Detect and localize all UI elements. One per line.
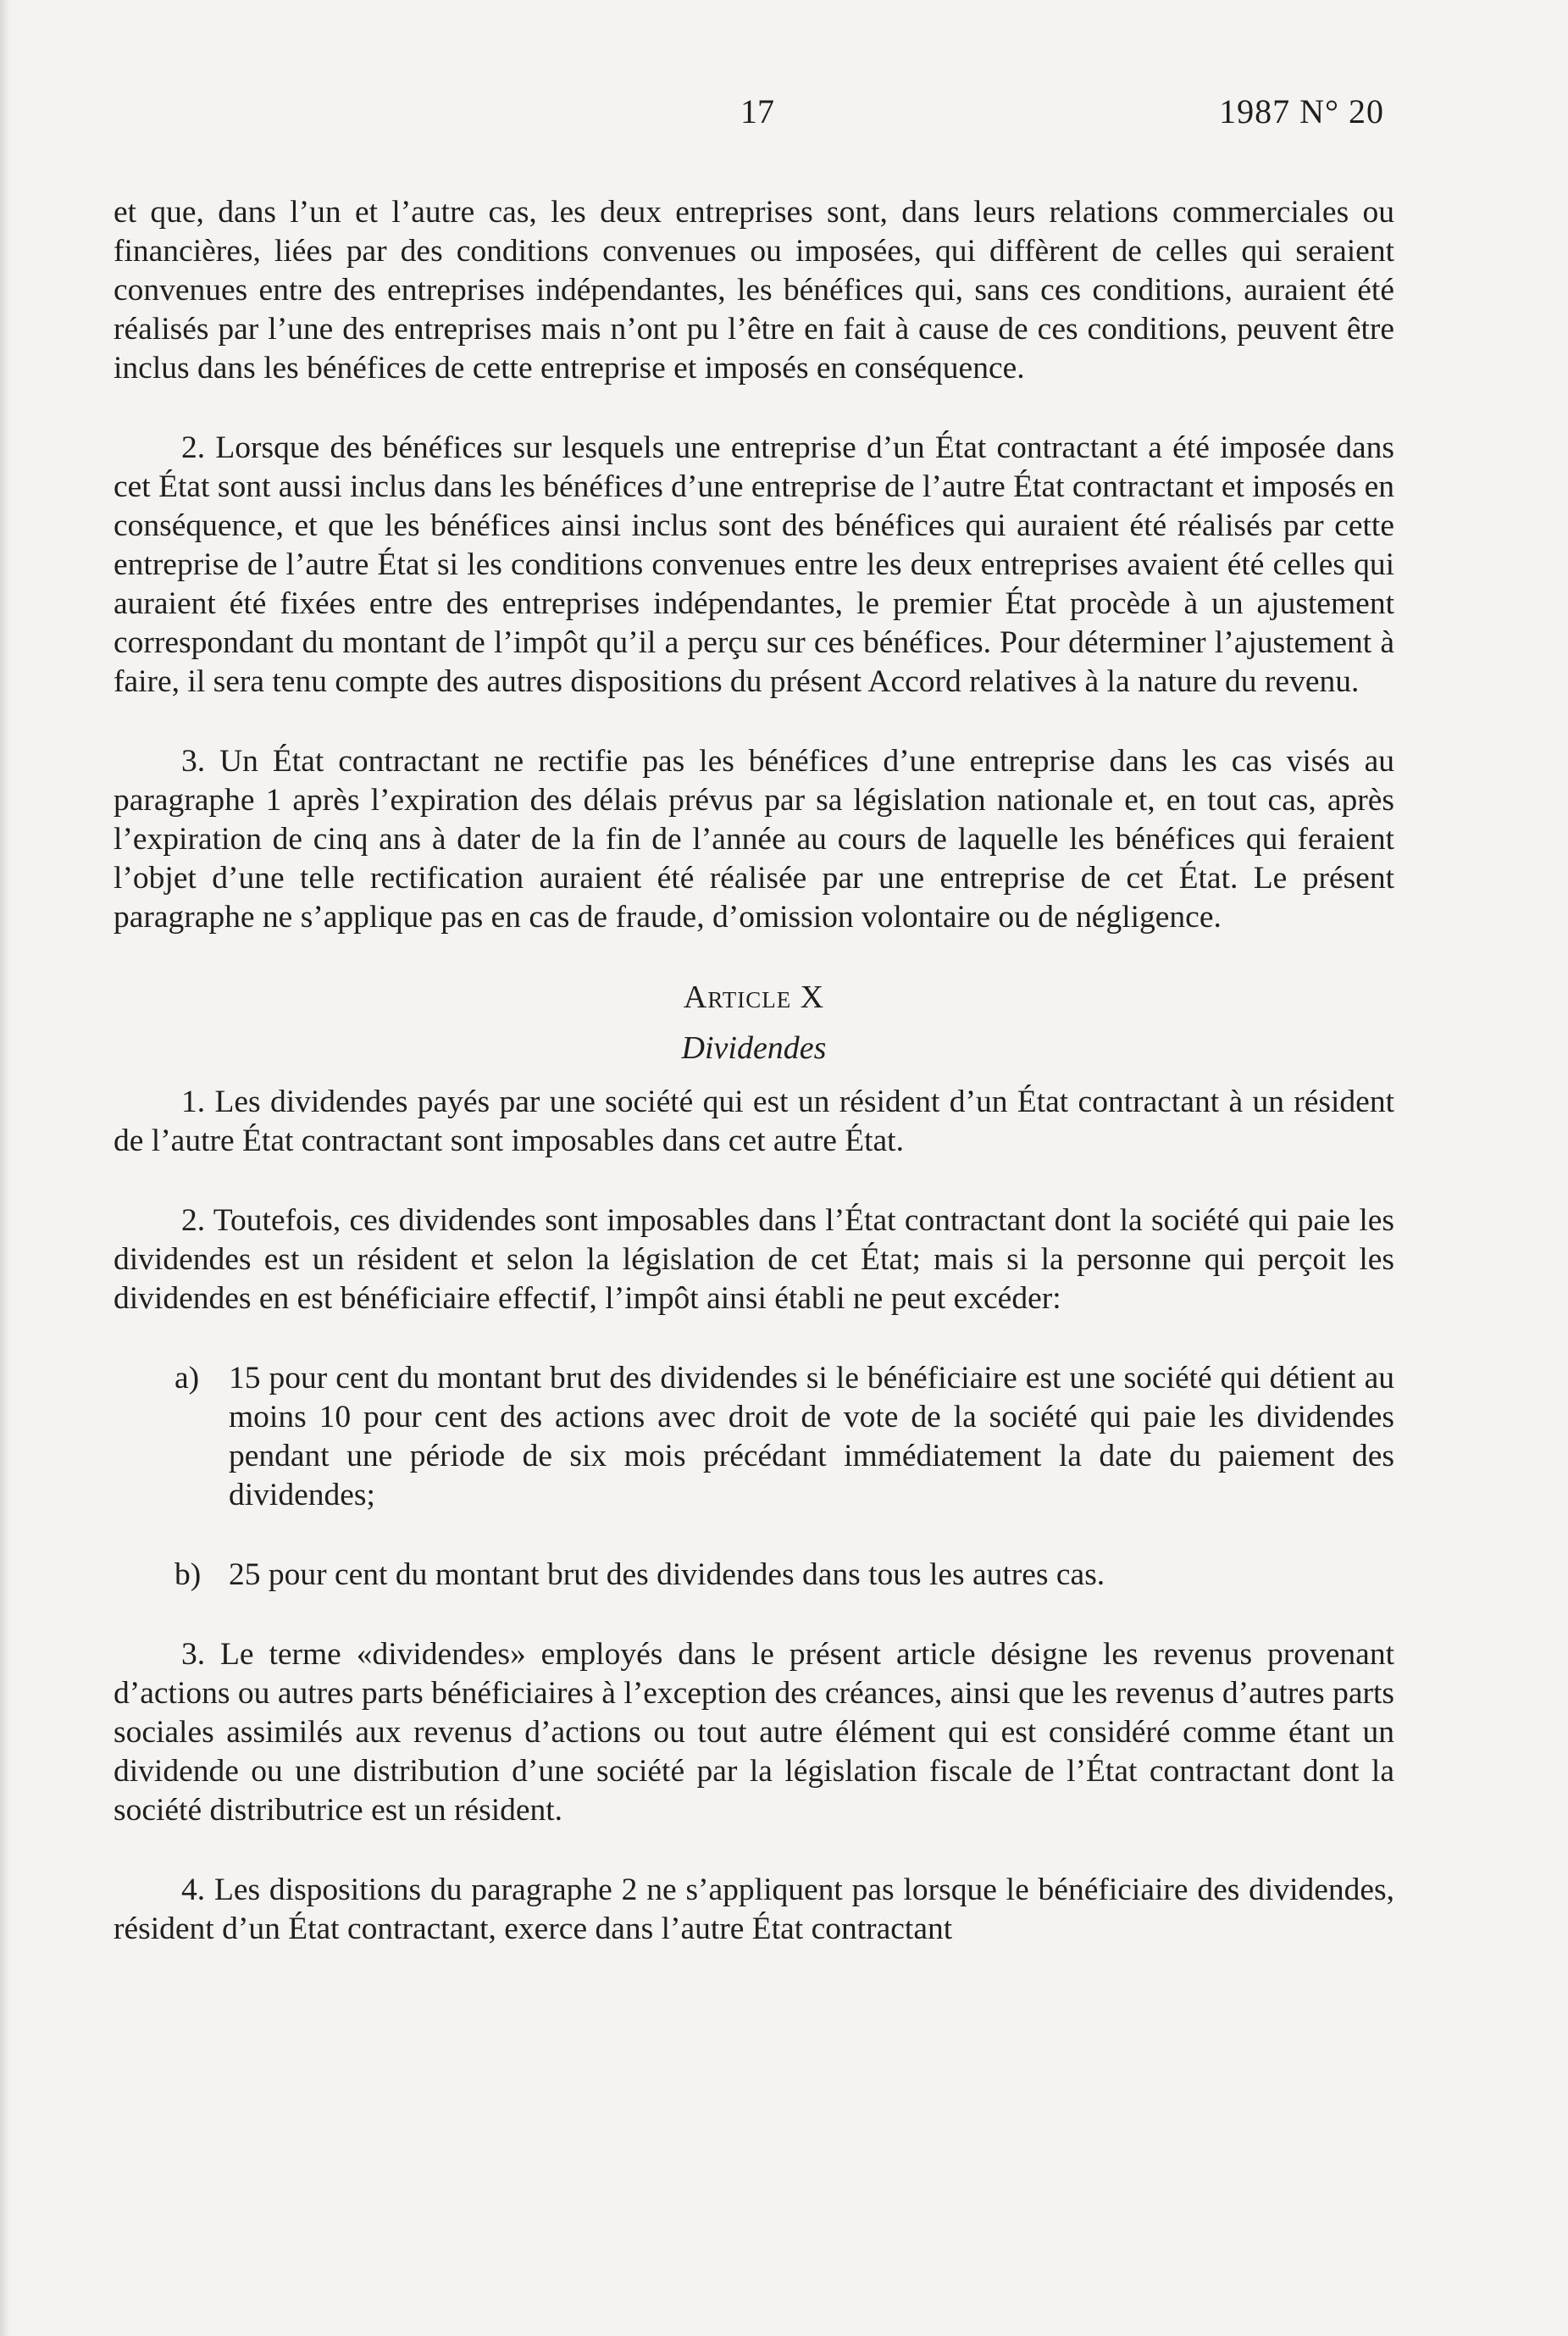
document-body [114,193,1394,1989]
article-title: Article X [683,979,825,1015]
sub-item-marker: a) [175,1361,200,1395]
article-heading [114,978,1394,1017]
page-number: 17 [740,92,774,130]
sub-item-marker: b) [175,1557,202,1592]
sub-item-text: 15 pour cent du montant brut des dividendes si le bénéficiaire est une société qui détient au moins 10 pour cent des actions avec droit de vote de la société qui paie les dividendes pendant une période de six mois précédant immédiatement la date du paiement des dividendes; [229,1361,1394,1512]
document-reference: 1987 N° 20 [1219,92,1384,130]
article-subtitle: Dividendes [681,1030,827,1066]
page-edge [0,0,10,2336]
sub-item-b [114,1556,1394,1595]
paragraph-3: 3. Un État contractant ne rectifie pas les bénéfices d’une entreprise dans les cas visés au paragraphe 1 après l’expiration des délais prévus par sa législation nationale et, en tout cas, après l’expiration de cinq ans à dater de la fin de l’année au cours de laquelle les bénéfices qui feraient l’objet d’une telle rectification auraient été réalisée par une entreprise de cet État. Le présent paragraphe ne s’applique pas en cas de fraude, d’omission volontaire ou de négligence. [114,744,1394,935]
paragraph-2: 2. Lorsque des bénéfices sur lesquels une entreprise d’un État contractant a été imposée dans cet État sont aussi inclus dans les bénéfices d’une entreprise de l’autre État contractant et imposés en conséquence, et que les bénéfices ainsi inclus sont des bénéfices qui auraient été réalisés par cette entreprise de l’autre État si les conditions convenues entre les deux entreprises avaient été celles qui auraient été fixées entre des entreprises indépendantes, le premier État procède à un ajustement correspondant du montant de l’impôt qu’il a perçu sur ces bénéfices. Pour déterminer l’ajustement à faire, il sera tenu compte des autres dispositions du présent Accord relatives à la nature du revenu. [114,430,1394,699]
dividend-paragraph-2: 2. Toutefois, ces dividendes sont imposables dans l’État contractant dont la société qui paie les dividendes est un résident et selon la législation de cet État; mais si la personne qui perçoit les dividendes en est bénéficiaire effectif, l’impôt ainsi établi ne peut excéder: [114,1203,1394,1316]
dividend-paragraph-3: 3. Le terme «dividendes» employés dans le présent article désigne les revenus provenant d’actions ou autres parts bénéficiaires à l’exception des créances, ainsi que les revenus d’autres parts sociales assimilés aux revenus d’actions ou tout autre élément qui est considéré comme étant un dividende ou une distribution d’une société par la législation fiscale de l’État contractant dont la société distributrice est un résident. [114,1637,1394,1828]
dividend-paragraph-1: 1. Les dividendes payés par une société qui est un résident d’un État contractant à un résident de l’autre État contractant sont imposables dans cet autre État. [114,1085,1394,1158]
page-header [114,92,1384,142]
paragraph-continuation: et que, dans l’un et l’autre cas, les deux entreprises sont, dans leurs relations commerciales ou financières, liées par des conditions convenues ou imposées, qui diffèrent de celles qui seraient convenues entre des entreprises indépendantes, les bénéfices qui, sans ces conditions, auraient été réalisés par l’une des entreprises mais n’ont pu l’être en fait à cause de ces conditions, peuvent être inclus dans les bénéfices de cette entreprise et imposés en conséquence. [114,195,1394,386]
sub-item-text: 25 pour cent du montant brut des dividendes dans tous les autres cas. [229,1557,1105,1592]
sub-item-a [114,1359,1394,1515]
dividend-paragraph-4: 4. Les dispositions du paragraphe 2 ne s’appliquent pas lorsque le bénéficiaire des dividendes, résident d’un État contractant, exerce dans l’autre État contractant [114,1873,1394,1946]
